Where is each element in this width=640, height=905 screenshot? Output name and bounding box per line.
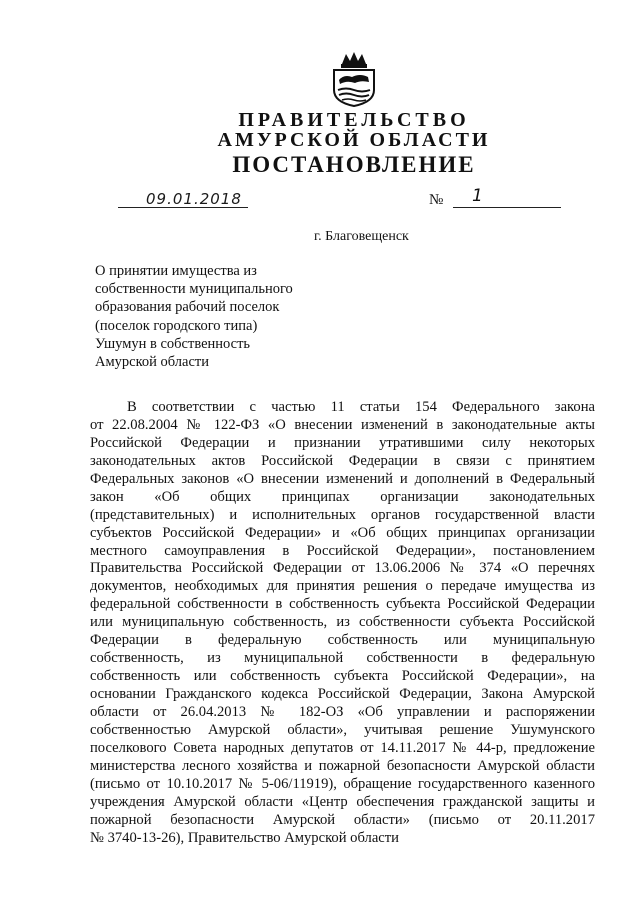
body-line: (письмо от 10.10.2017 № 5-06/11919), обращение государственного казенного xyxy=(90,775,595,792)
subject-line: (поселок городского типа) xyxy=(95,317,258,334)
body-line: Федерации в федеральную собственность или муниципальную xyxy=(90,632,595,649)
coat-of-arms-icon xyxy=(328,50,380,108)
body-line: федеральной собственности в собственность субъекта Российской Федерации xyxy=(90,596,595,613)
body-line: собственность, из муниципальной собственности в федеральную xyxy=(90,650,595,667)
body-line: местного самоуправления в Российской Федерации», постановлением xyxy=(90,542,595,559)
body-line: (представительных) и исполнительных органов государственной власти xyxy=(90,506,595,523)
body-line: области от 26.04.2013 № 182-ОЗ «Об управлении и распоряжении xyxy=(90,703,595,720)
city: г. Благовещенск xyxy=(314,229,409,244)
body-line: собственность или собственность субъекта Российской Федерации», на xyxy=(90,668,595,685)
body-line: основании Гражданского кодекса Российской Федерации, Закона Амурской xyxy=(90,686,595,702)
body-line: собственностью Амурской области», учитывая решение Ушумунского xyxy=(90,721,595,738)
body-paragraph xyxy=(90,399,595,847)
government-title: ПРАВИТЕЛЬСТВО xyxy=(238,109,470,131)
body-line: учреждения Амурской области «Центр обеспечения гражданской защиты и xyxy=(90,793,595,810)
body-line: Российской Федерации и признании утратившими силу некоторых xyxy=(90,434,595,451)
body-line: Федеральных законов «О внесении изменений и дополнений в Федеральный xyxy=(90,470,595,487)
subject-line: Ушумун в собственность xyxy=(95,335,251,352)
subject-line: образования рабочий поселок xyxy=(95,299,280,316)
body-line: пожарной безопасности Амурской области» (письмо от 20.11.2017 xyxy=(90,811,595,828)
body-line: Правительства Российской Федерации от 13.06.2006 № 374 «О перечнях xyxy=(90,560,595,577)
document-number: 1 xyxy=(472,186,483,206)
subject-line: собственности муниципального xyxy=(95,281,293,298)
document-date: 09.01.2018 xyxy=(146,190,242,208)
subject-line: О принятии имущества из xyxy=(95,263,257,279)
number-sign: № xyxy=(429,192,444,208)
body-line: министерства лесного хозяйства и пожарной безопасности Амурской области xyxy=(90,757,595,774)
body-line: от 22.08.2004 № 122-ФЗ «О внесении изменений в законодательные акты xyxy=(90,416,595,433)
region-title: АМУРСКОЙ ОБЛАСТИ xyxy=(217,129,491,151)
body-line: В соответствии с частью 11 статьи 154 Федерального закона xyxy=(127,399,595,415)
document-subject xyxy=(95,262,325,371)
body-line: № 3740-13-26), Правительство Амурской области xyxy=(90,829,399,846)
body-line: документов, необходимых для принятия решения о передаче имущества из xyxy=(90,578,595,595)
body-line: или муниципальную собственность, из собственности субъекта Российской xyxy=(90,614,595,631)
number-underline xyxy=(453,207,561,208)
subject-line: Амурской области xyxy=(95,354,209,371)
body-line: субъектов Российской Федерации» и «Об общих принципах организации xyxy=(90,524,595,541)
document-type: ПОСТАНОВЛЕНИЕ xyxy=(232,152,476,177)
body-line: поселкового Совета народных депутатов от 14.11.2017 № 44-р, предложение xyxy=(90,739,595,756)
body-line: закон «Об общих принципах организации законодательных xyxy=(90,488,595,505)
body-line: законодательных актов Российской Федерации в связи с принятием xyxy=(90,452,595,469)
